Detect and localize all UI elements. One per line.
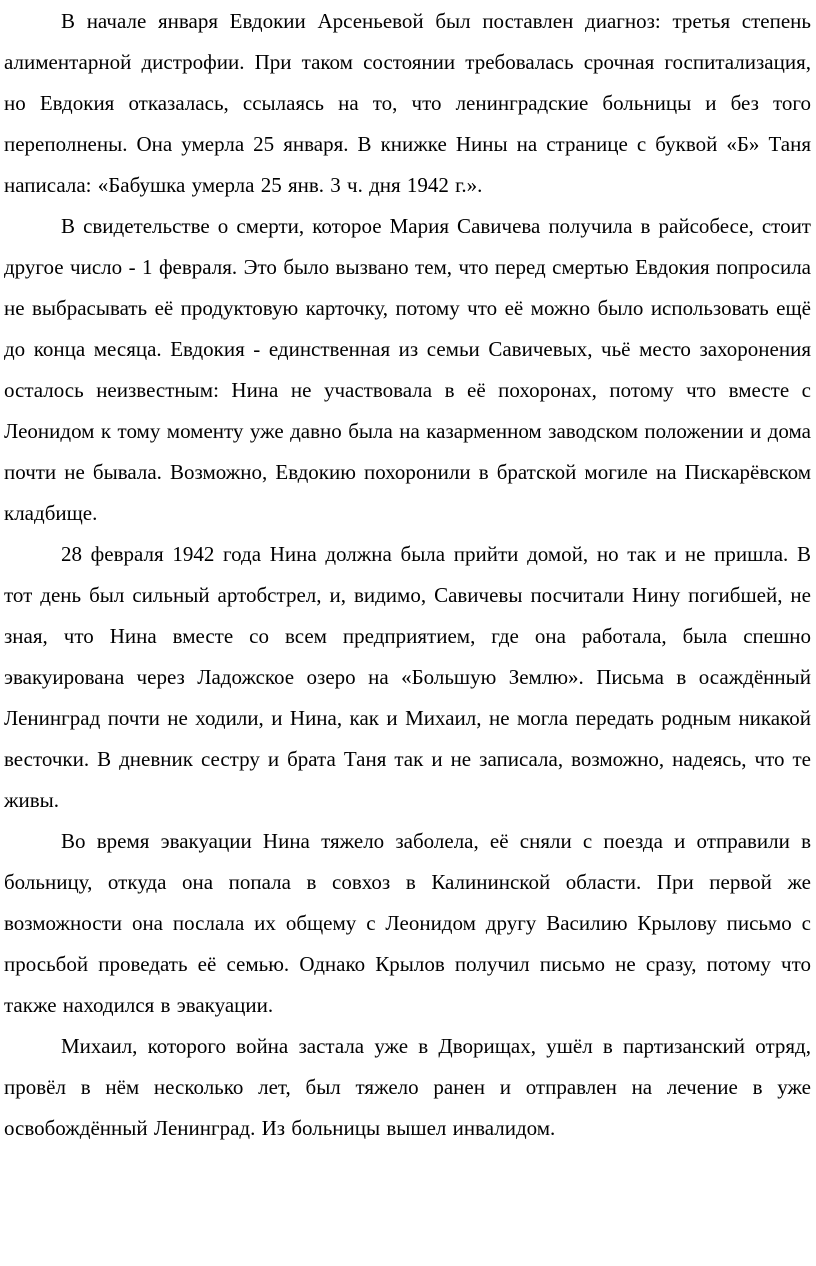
paragraph-grandmother-diagnosis: В начале января Евдокии Арсеньевой был поставлен диагноз: третья степень алиментарной дистрофии. При таком состоянии требовалась срочная госпитализация, но Евдокия отказалась, ссылаясь на то, что ленинградские больницы и без того переполнены. Она умерла 25 января. В книжке Нины на странице с буквой «Б» Таня написала: «Бабушка умерла 25 янв. 3 ч. дня 1942 г.». (4, 9, 811, 197)
paragraph-mikhail-partisan: Михаил, которого война застала уже в Дворищах, ушёл в партизанский отряд, провёл в нём несколько лет, был тяжело ранен и отправлен на лечение в уже освобождённый Ленинград. Из больницы вышел инвалидом. (4, 1034, 811, 1140)
paragraph-nina-evacuation: 28 февраля 1942 года Нина должна была прийти домой, но так и не пришла. В тот день был сильный артобстрел, и, видимо, Савичевы посчитали Нину погибшей, не зная, что Нина вместе со всем предприятием, где она работала, была спешно эвакуирована через Ладожское озеро на «Большую Землю». Письма в осаждённый Ленинград почти не ходили, и Нина, как и Михаил, не могла передать родным никакой весточки. В дневник сестру и брата Таня так и не записала, возможно, надеясь, что те живы. (4, 542, 811, 812)
paragraph-death-certificate: В свидетельстве о смерти, которое Мария Савичева получила в райсобесе, стоит другое число - 1 февраля. Это было вызвано тем, что перед смертью Евдокия попросила не выбрасывать её продуктовую карточку, потому что её можно было использовать ещё до конца месяца. Евдокия - единственная из семьи Савичевых, чьё место захоронения осталось неизвестным: Нина не участвовала в её похоронах, потому что вместе с Леонидом к тому моменту уже давно была на казарменном заводском положении и дома почти не бывала. Возможно, Евдокию похоронили в братской могиле на Пискарёвском кладбище. (4, 214, 811, 525)
paragraph-nina-illness: Во время эвакуации Нина тяжело заболела, её сняли с поезда и отправили в больницу, откуда она попала в совхоз в Калининской области. При первой же возможности она послала их общему с Леонидом другу Василию Крылову письмо с просьбой проведать её семью. Однако Крылов получил письмо не сразу, потому что также находился в эвакуации. (4, 829, 811, 1017)
